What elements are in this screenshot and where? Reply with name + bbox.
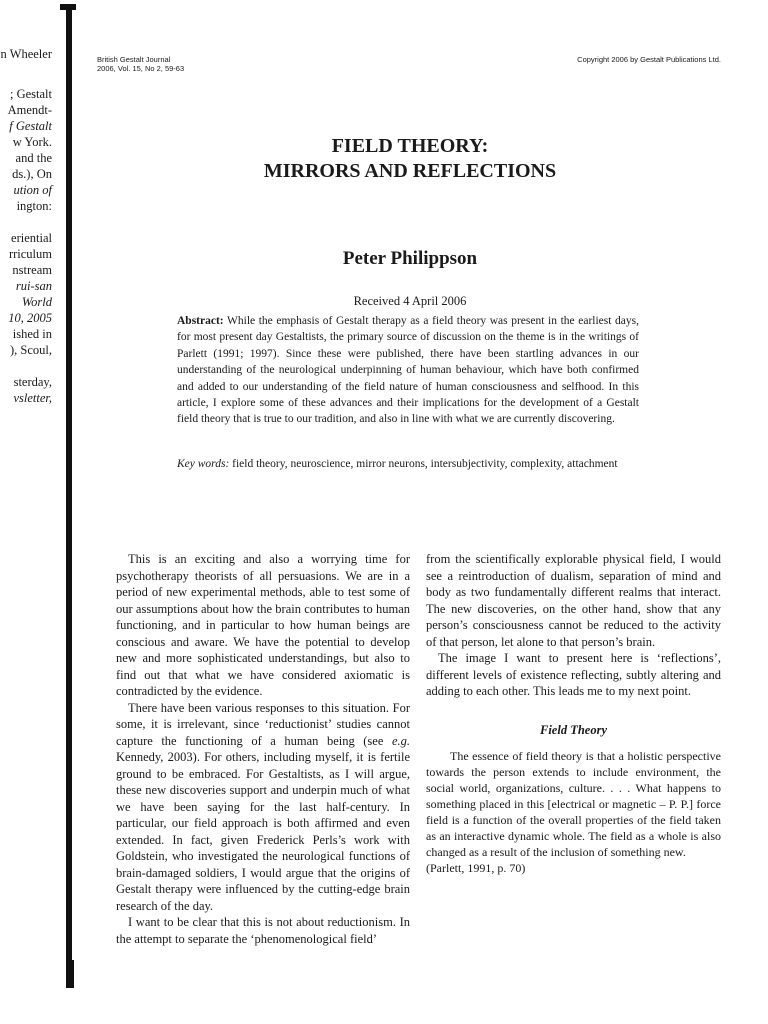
facing-page-line: n Wheeler: [0, 47, 52, 61]
copyright-notice: Copyright 2006 by Gestalt Publications Ltd.: [577, 55, 721, 64]
received-date: Received 4 April 2006: [353, 294, 467, 308]
title-line-2: MIRRORS AND REFLECTIONS: [263, 160, 557, 182]
body-column-left: [116, 551, 410, 947]
facing-page-line: ution of: [13, 183, 52, 197]
paragraph: from the scientifically explorable physical field, I would see a reintroduction of dualism, separation of mind and body as two fundamentally different realms that interact. The new discoveries, on the other hand, show that any person’s consciousness cannot be reduced to the activity of that person, let alone to that person’s brain.: [426, 552, 721, 649]
facing-page-line: rui-san: [15, 279, 52, 293]
facing-page-line: nstream: [12, 263, 52, 277]
title-line-1: FIELD THEORY:: [331, 135, 489, 157]
abstract-text: While the emphasis of Gestalt therapy as a field theory was present in the earliest days, for most present day Gestaltists, the primary source of discussion on the theme is in the writings of Parlett (1991; 1997). Since these were published, there have been startling advances in our understanding of the neurological underpinning of human behaviour, which have both confirmed and added to our understanding of the field nature of human consciousness and selfhood. In this article, I explore some of these advances and their implications for the development of a Gestalt field theory that is true to our tradition, and also in line with what we are currently discovering.: [177, 315, 639, 426]
block-quote: [426, 748, 721, 876]
facing-page-line: and the: [15, 151, 52, 165]
facing-page-line: ; Gestalt: [9, 87, 52, 101]
facing-page-fragment: [0, 0, 68, 1024]
binding-edge: [66, 4, 72, 984]
section-heading: Field Theory: [539, 722, 607, 737]
journal-name: British Gestalt Journal: [97, 55, 171, 64]
binding-edge-foot: [66, 960, 74, 988]
facing-page-line: ington:: [16, 199, 52, 213]
abstract-label: Abstract:: [177, 315, 224, 327]
facing-page-line: World: [21, 295, 52, 309]
keywords-text: field theory, neuroscience, mirror neurons, intersubjectivity, complexity, attachment: [229, 458, 618, 470]
paragraph: [116, 700, 410, 915]
facing-page-line: w York.: [12, 135, 52, 149]
paragraph: I want to be clear that this is not about reductionism. In the attempt to separate the ‘phenomenological field’: [116, 915, 410, 946]
paragraph-text: There have been various responses to this situation. For some, it is irrelevant, since ‘reductionist’ studies cannot capture the functioning of a human being (see: [116, 700, 410, 748]
quote-text: The essence of field theory is that a holistic perspective towards the person extends to include environment, the social world, organizations, culture. . . . What happens to something placed in this [electrical or magnetic – P. P.] force field is a function of the overall properties of the field taken as an interactive dynamic whole. The field as a whole is also changed as a result of the inclusion of something new.: [426, 749, 721, 859]
journal-header: [97, 55, 184, 73]
paragraph: This is an exciting and also a worrying time for psychotherapy theorists of all persuasions. We are in a period of new experimental methods, able to test some of our assumptions about how the brain contributes to human functioning, and in particular to how human beings are conscious and aware. We have the potential to develop new and more sophisticated understandings, but also to find out that what we have considered axiomatic is contradicted by the evidence.: [116, 552, 410, 698]
keywords-label: Key words:: [177, 458, 230, 470]
facing-page-line: rriculum: [8, 247, 52, 261]
facing-page-line: ), Scoul,: [9, 343, 52, 357]
paragraph: The image I want to present here is ‘reflections’, different levels of existence reflecting, subtly altering and adding to each other. This leads me to my next point.: [426, 651, 721, 698]
facing-page-line: ds.), On: [12, 167, 52, 181]
keywords: [177, 456, 639, 484]
emphasis: e.g.: [391, 733, 410, 748]
journal-volume: 2006, Vol. 15, No 2, 59-63: [97, 64, 185, 73]
quote-citation: (Parlett, 1991, p. 70): [426, 861, 526, 875]
facing-page-line: sterday,: [13, 375, 52, 389]
abstract: [177, 313, 639, 428]
facing-page-line: vsletter,: [13, 391, 52, 405]
facing-page-line: f Gestalt: [9, 119, 52, 133]
facing-page-line: eriential: [11, 231, 52, 245]
facing-page-line: Amendt-: [7, 103, 52, 117]
facing-page-line: ished in: [12, 327, 52, 341]
paragraph-text: Kennedy, 2003). For others, including myself, it is fertile ground to be embraced. For Gestaltists, as I will argue, these new discoveries support and underpin much of what we have been saying for the last half-century. In particular, our field approach is both affirmed and even extended. In fact, given Frederick Perls’s work with Goldstein, who investigated the neurological functions of brain-damaged soldiers, I would argue that the origins of Gestalt therapy were influenced by the cutting-edge brain research of the day.: [116, 750, 410, 913]
body-column-right: [426, 551, 721, 876]
author-name: Peter Philippson: [342, 248, 478, 269]
facing-page-line: 10, 2005: [8, 311, 52, 325]
